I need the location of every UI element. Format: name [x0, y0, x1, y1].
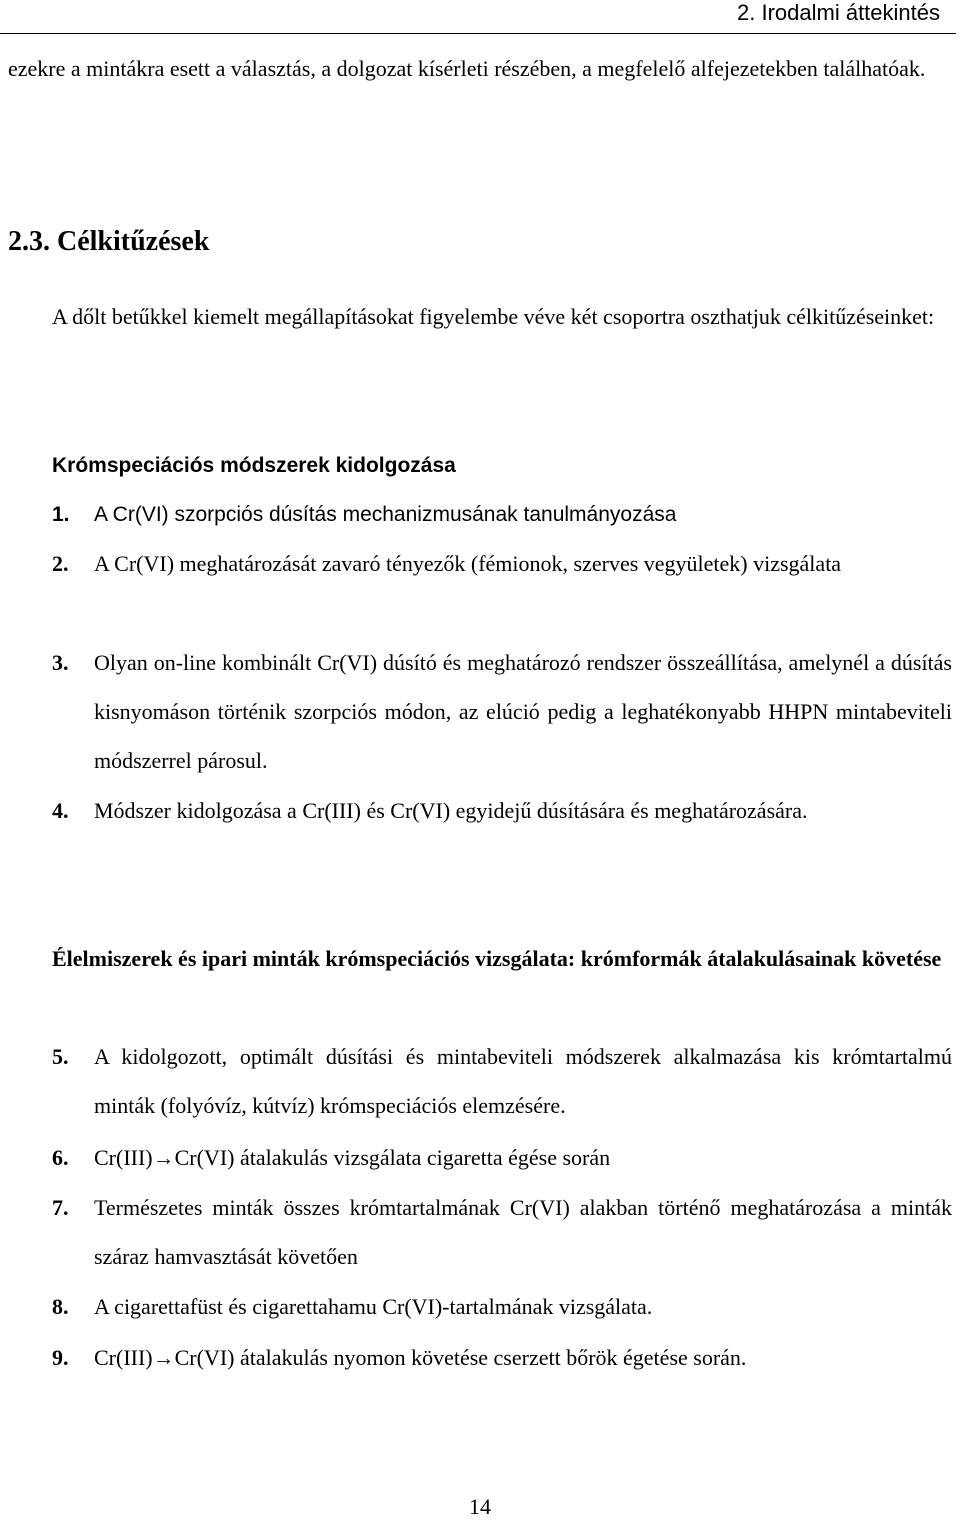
goal-item — [52, 1133, 952, 1182]
goal-item — [52, 786, 952, 835]
goal-group-title: Élelmiszerek és ipari minták krómspeciációs vizsgálata: krómformák átalakulásainak követése — [52, 946, 942, 971]
section-lead-paragraph: A dőlt betűkkel kiemelt megállapításokat figyelembe véve két csoportra oszthatjuk célkitűzéseinket: — [52, 304, 935, 329]
goal-text: Módszer kidolgozása a Cr(III) és Cr(VI) egyidejű dúsítására és meghatározására. — [94, 798, 808, 823]
goal-number: 9. — [52, 1345, 69, 1370]
goal-number: 3. — [52, 650, 69, 675]
goal-item — [52, 539, 952, 588]
goal-item — [52, 1183, 952, 1281]
goal-item — [52, 1032, 952, 1130]
goal-text: Cr(III)→Cr(VI) átalakulás vizsgálata cigaretta égése során — [94, 1145, 611, 1170]
goal-number: 5. — [52, 1044, 69, 1069]
running-header: 2. Irodalmi áttekintés — [737, 0, 940, 25]
page-number: 14 — [469, 1494, 491, 1519]
goal-text: A cigarettafüst és cigarettahamu Cr(VI)-tartalmának vizsgálata. — [94, 1294, 653, 1319]
goal-item — [52, 638, 952, 785]
goal-item — [52, 490, 952, 539]
goal-number: 8. — [52, 1294, 69, 1319]
section-title: 2.3. Célkitűzések — [8, 226, 210, 257]
goal-number: 4. — [52, 798, 69, 823]
goal-group-title: Krómspeciációs módszerek kidolgozása — [52, 454, 456, 477]
goal-number: 1. — [52, 503, 70, 526]
goal-text: A kidolgozott, optimált dúsítási és mintabeviteli módszerek alkalmazása kis krómtartalmú minták (folyóvíz, kútvíz) krómspeciációs elemzésére. — [94, 1044, 952, 1118]
goal-text: A Cr(VI) szorpciós dúsítás mechanizmusának tanulmányozása — [94, 503, 677, 526]
goal-number: 2. — [52, 551, 69, 576]
header-rule — [0, 33, 956, 34]
goal-text: Cr(III)→Cr(VI) átalakulás nyomon követése cserzett bőrök égetése során. — [94, 1345, 747, 1370]
goal-item — [52, 1282, 952, 1331]
goal-text: Olyan on-line kombinált Cr(VI) dúsító és meghatározó rendszer összeállítása, amelynél a dúsítás kisnyomáson történik szorpciós módon, az elúció pedig a leghatékonyabb HHPN mintabeviteli módszerrel párosul. — [94, 650, 952, 773]
goal-item — [52, 1333, 952, 1382]
goal-text: A Cr(VI) meghatározását zavaró tényezők (fémionok, szerves vegyületek) vizsgálata — [94, 551, 842, 576]
goal-number: 7. — [52, 1195, 69, 1220]
goal-text: Természetes minták összes krómtartalmának Cr(VI) alakban történő meghatározása a minták száraz hamvasztását követően — [94, 1195, 952, 1269]
goal-number: 6. — [52, 1145, 69, 1170]
intro-paragraph: ezekre a mintákra esett a választás, a dolgozat kísérleti részében, a megfelelő alfejezetekben találhatóak. — [8, 56, 926, 81]
